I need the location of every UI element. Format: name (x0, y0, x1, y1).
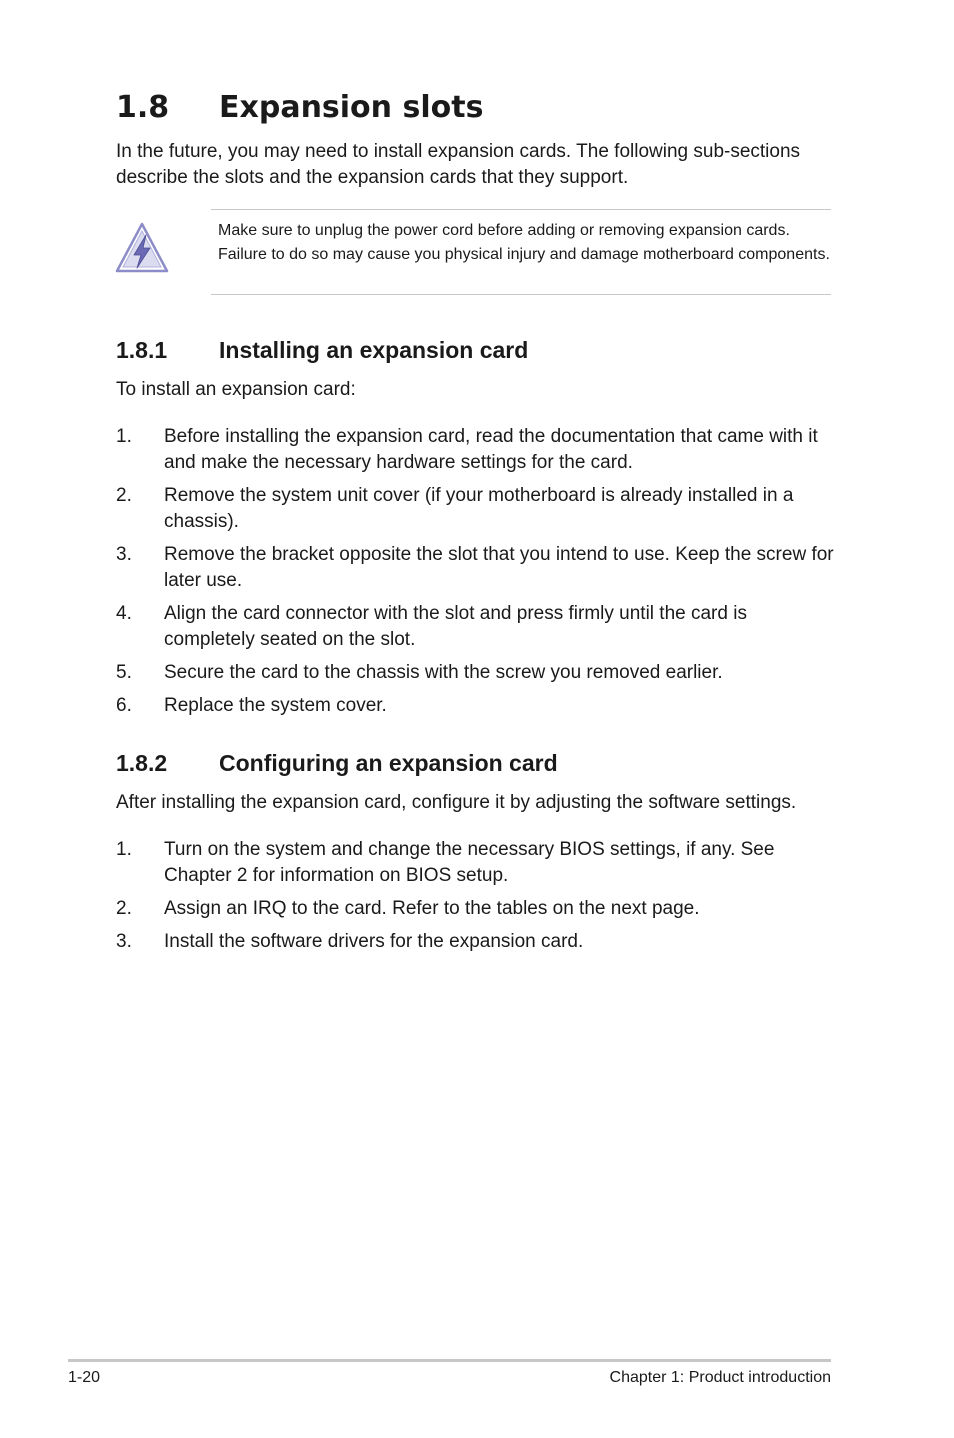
section-lead-installing: To install an expansion card: (116, 379, 356, 400)
step-number: 5. (116, 662, 132, 683)
list-item (116, 542, 836, 594)
section-lead-configuring: After installing the expansion card, configure it by adjusting the software settings. (116, 792, 797, 813)
list-item (116, 837, 836, 889)
list-item (116, 929, 836, 955)
step-number: 2. (116, 485, 132, 506)
list-item (116, 483, 836, 535)
step-text: Replace the system cover. (164, 695, 387, 716)
list-item (116, 601, 836, 653)
step-number: 1. (116, 839, 132, 860)
step-number: 6. (116, 695, 132, 716)
step-text: Remove the bracket opposite the slot that you intend to use. Keep the screw for later use. (164, 544, 834, 591)
step-text: Turn on the system and change the necessary BIOS settings, if any. See Chapter 2 for information on BIOS setup. (164, 839, 775, 886)
warning-lightning-icon (113, 220, 171, 276)
list-item (116, 693, 836, 719)
section-heading-configuring (116, 748, 558, 778)
configure-steps-list (116, 837, 836, 962)
step-text: Before installing the expansion card, read the documentation that came with it and make the necessary hardware settings for the card. (164, 426, 818, 473)
section-number: 1.8.1 (116, 337, 168, 363)
step-number: 2. (116, 898, 132, 919)
section-number: 1.8.2 (116, 750, 168, 776)
footer-page-number: 1-20 (68, 1369, 101, 1386)
step-number: 4. (116, 603, 132, 624)
step-number: 3. (116, 931, 132, 952)
list-item (116, 896, 836, 922)
section-heading-installing (116, 335, 528, 365)
section-heading-text: Configuring an expansion card (219, 750, 558, 776)
step-number: 3. (116, 544, 132, 565)
step-number: 1. (116, 426, 132, 447)
footer-chapter-title: Chapter 1: Product introduction (609, 1369, 831, 1386)
section-heading-text: Installing an expansion card (219, 337, 529, 363)
warning-note (211, 209, 831, 295)
step-text: Remove the system unit cover (if your motherboard is already installed in a chassis). (164, 485, 794, 532)
page-title-text: Expansion slots (219, 90, 484, 125)
step-text: Secure the card to the chassis with the screw you removed earlier. (164, 662, 723, 683)
list-item (116, 660, 836, 686)
list-item (116, 424, 836, 476)
footer-divider (68, 1359, 831, 1362)
step-text: Install the software drivers for the expansion card. (164, 931, 584, 952)
warning-note-text: Make sure to unplug the power cord before adding or removing expansion cards. Failure to do so may cause you physical injury and damage motherboard components. (218, 222, 830, 263)
step-text: Align the card connector with the slot and press firmly until the card is completely seated on the slot. (164, 603, 747, 650)
intro-paragraph: In the future, you may need to install expansion cards. The following sub-sections describe the slots and the expansion cards that they support. (116, 141, 801, 188)
page-title-number: 1.8 (116, 90, 170, 125)
install-steps-list (116, 424, 836, 726)
page-title (116, 88, 483, 128)
step-text: Assign an IRQ to the card. Refer to the tables on the next page. (164, 898, 700, 919)
